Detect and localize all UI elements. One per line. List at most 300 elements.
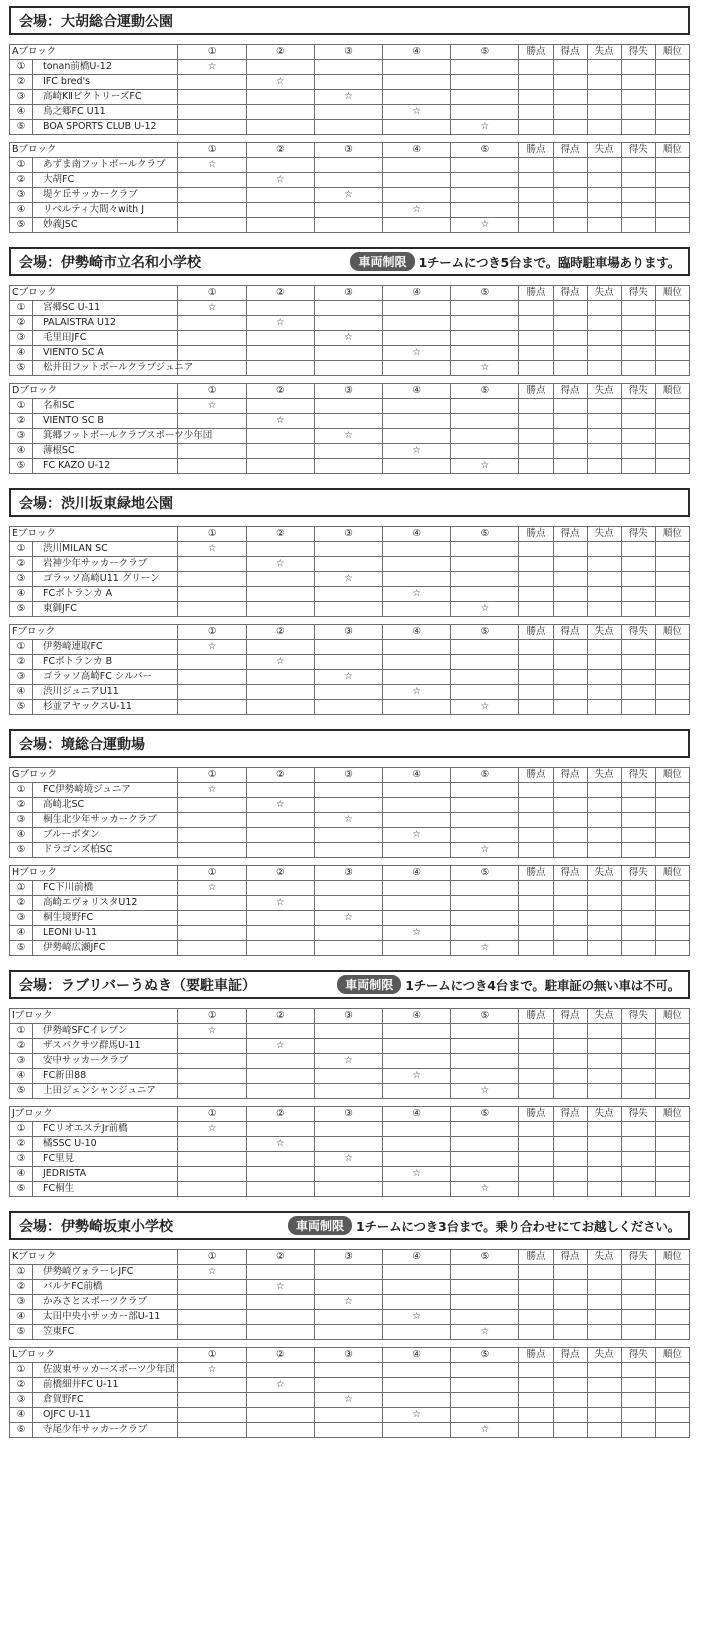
row-number: ②: [10, 1039, 33, 1053]
self-match-star: ☆: [412, 686, 421, 697]
score-cell: [451, 346, 519, 361]
stat-cell: [587, 602, 621, 617]
stat-column-header: 得点: [553, 45, 587, 60]
row-number: ②: [10, 414, 33, 428]
team-row: [10, 1069, 690, 1084]
score-cell: [246, 587, 314, 602]
stat-cell: [655, 1295, 689, 1310]
block-label: Jブロック: [10, 1107, 178, 1122]
stat-column-header: 得点: [553, 286, 587, 301]
self-match-star: ☆: [207, 1364, 217, 1375]
stat-cell: [519, 1039, 553, 1054]
row-number: ④: [10, 685, 33, 699]
score-cell: [451, 75, 519, 90]
team-row: [10, 572, 690, 587]
score-cell: [451, 188, 519, 203]
score-cell: [451, 1423, 519, 1438]
stat-cell: [587, 1122, 621, 1137]
team-row: [10, 316, 690, 331]
stat-cell: [519, 361, 553, 376]
score-cell: [246, 602, 314, 617]
score-cell: [246, 881, 314, 896]
match-column-header: ③: [314, 286, 382, 301]
score-cell: [178, 1310, 246, 1325]
team-cell: [10, 587, 178, 602]
stat-cell: [621, 414, 655, 429]
match-column-header: ④: [383, 768, 451, 783]
stat-cell: [587, 158, 621, 173]
score-cell: [178, 1137, 246, 1152]
self-match-star: ☆: [276, 656, 285, 667]
stat-cell: [587, 1378, 621, 1393]
score-cell: [246, 926, 314, 941]
match-column-header: ⑤: [451, 1348, 519, 1363]
team-name: FC下川前橋: [43, 882, 94, 893]
team-name: 高崎エヴォリスタU12: [43, 897, 138, 908]
row-number: ②: [10, 655, 33, 669]
score-cell: [178, 346, 246, 361]
stat-cell: [519, 399, 553, 414]
stat-cell: [621, 1122, 655, 1137]
score-cell: [246, 557, 314, 572]
venue-name: 会場：境総合運動場: [19, 736, 145, 753]
team-name: 松井田フットボールクラブジュニア: [43, 362, 194, 373]
self-match-star: ☆: [412, 347, 421, 358]
team-name: 渋川MILAN SC: [43, 543, 108, 554]
stat-cell: [587, 881, 621, 896]
score-cell: [451, 316, 519, 331]
stat-cell: [587, 1069, 621, 1084]
block-table: [9, 624, 690, 715]
team-cell: [10, 1182, 178, 1197]
score-cell: [383, 1137, 451, 1152]
self-match-star: ☆: [276, 1281, 285, 1292]
team-cell: [10, 813, 178, 828]
stat-cell: [621, 203, 655, 218]
score-cell: [246, 685, 314, 700]
score-cell: [246, 798, 314, 813]
block-table: [9, 865, 690, 956]
block-label: Gブロック: [10, 768, 178, 783]
self-match-star: ☆: [344, 430, 353, 441]
score-cell: [314, 399, 382, 414]
score-cell: [451, 1363, 519, 1378]
stat-cell: [553, 941, 587, 956]
score-cell: [246, 843, 314, 858]
stat-cell: [587, 798, 621, 813]
row-number: ③: [10, 429, 33, 443]
row-number: ④: [10, 1310, 33, 1324]
self-match-star: ☆: [276, 317, 285, 328]
restriction-text: 1チームにつき3台まで。乗り合わせにてお越しください。: [356, 1218, 680, 1234]
stat-cell: [587, 1265, 621, 1280]
row-number: ③: [10, 331, 33, 345]
row-number: ③: [10, 1295, 33, 1309]
stat-cell: [587, 399, 621, 414]
team-cell: [10, 459, 178, 474]
stat-cell: [519, 557, 553, 572]
team-cell: [10, 1280, 178, 1295]
score-cell: [178, 685, 246, 700]
score-cell: [451, 1152, 519, 1167]
stat-column-header: 得失: [621, 866, 655, 881]
stat-cell: [519, 685, 553, 700]
match-column-header: ④: [383, 1107, 451, 1122]
stat-cell: [655, 572, 689, 587]
match-column-header: ③: [314, 384, 382, 399]
match-column-header: ②: [246, 1009, 314, 1024]
team-cell: [10, 429, 213, 444]
stat-cell: [587, 587, 621, 602]
score-cell: [246, 361, 314, 376]
score-cell: [451, 1167, 519, 1182]
stat-cell: [553, 542, 587, 557]
stat-column-header: 得失: [621, 143, 655, 158]
score-cell: [246, 542, 314, 557]
score-cell: [178, 301, 246, 316]
match-column-header: ②: [246, 286, 314, 301]
stat-cell: [655, 1363, 689, 1378]
score-cell: [246, 60, 314, 75]
stat-cell: [553, 399, 587, 414]
team-name: 箕郷フットボールクラブスポーツ少年団: [43, 430, 213, 441]
block-header-row: [10, 1107, 690, 1122]
stat-cell: [553, 414, 587, 429]
block-table: [9, 1008, 690, 1099]
score-cell: [314, 158, 382, 173]
stat-cell: [621, 1295, 655, 1310]
stat-cell: [587, 542, 621, 557]
self-match-star: ☆: [344, 814, 353, 825]
self-match-star: ☆: [276, 897, 285, 908]
stat-cell: [553, 1393, 587, 1408]
score-cell: [246, 783, 314, 798]
score-cell: [178, 1393, 246, 1408]
stat-column-header: 順位: [655, 286, 689, 301]
score-cell: [178, 60, 246, 75]
match-column-header: ③: [314, 625, 382, 640]
stat-cell: [621, 1280, 655, 1295]
team-name: 安中サッカークラブ: [43, 1055, 129, 1066]
score-cell: [246, 1084, 314, 1099]
block-label: Cブロック: [10, 286, 178, 301]
stat-cell: [553, 1122, 587, 1137]
team-row: [10, 399, 690, 414]
stat-cell: [519, 120, 553, 135]
score-cell: [314, 700, 382, 715]
stat-cell: [553, 346, 587, 361]
self-match-star: ☆: [412, 588, 421, 599]
stat-cell: [587, 655, 621, 670]
stat-cell: [519, 1122, 553, 1137]
stat-cell: [519, 414, 553, 429]
stat-column-header: 得失: [621, 768, 655, 783]
stat-cell: [519, 542, 553, 557]
team-row: [10, 1152, 690, 1167]
stat-cell: [621, 783, 655, 798]
stat-cell: [655, 105, 689, 120]
venue-gap: [9, 1197, 689, 1211]
stat-cell: [621, 941, 655, 956]
stat-column-header: 順位: [655, 45, 689, 60]
stat-cell: [519, 301, 553, 316]
score-cell: [451, 90, 519, 105]
match-column-header: ⑤: [451, 1009, 519, 1024]
venue-gap: [9, 715, 689, 729]
score-cell: [246, 1363, 314, 1378]
block-header-row: [10, 1250, 690, 1265]
score-cell: [451, 1137, 519, 1152]
block-label: Kブロック: [10, 1250, 178, 1265]
block-header-row: [10, 768, 690, 783]
team-cell: [10, 911, 178, 926]
score-cell: [178, 602, 246, 617]
stat-column-header: 勝点: [519, 1107, 553, 1122]
team-name: ザスパクサツ群馬U-11: [43, 1040, 141, 1051]
block-gap: [9, 135, 689, 142]
stat-cell: [621, 399, 655, 414]
team-name: OJFC U-11: [43, 1409, 91, 1420]
team-name: FC桐生: [43, 1183, 75, 1194]
stat-cell: [655, 1054, 689, 1069]
stat-cell: [519, 1423, 553, 1438]
row-number: ⑤: [10, 941, 33, 955]
team-name: 桐生北少年サッカークラブ: [43, 814, 157, 825]
self-match-star: ☆: [480, 362, 490, 373]
team-row: [10, 798, 690, 813]
score-cell: [314, 843, 382, 858]
match-column-header: ④: [383, 625, 451, 640]
stat-cell: [621, 881, 655, 896]
score-cell: [383, 1054, 451, 1069]
row-number: ⑤: [10, 459, 33, 473]
stat-cell: [587, 640, 621, 655]
stat-cell: [519, 670, 553, 685]
team-cell: [10, 670, 178, 685]
stat-cell: [519, 828, 553, 843]
score-cell: [246, 1408, 314, 1423]
score-cell: [383, 1393, 451, 1408]
score-cell: [178, 316, 246, 331]
stat-cell: [655, 75, 689, 90]
team-name: FC里見: [43, 1153, 75, 1164]
block-header-row: [10, 45, 690, 60]
stat-cell: [519, 1182, 553, 1197]
score-cell: [314, 105, 382, 120]
stat-cell: [655, 1039, 689, 1054]
stat-cell: [519, 1084, 553, 1099]
team-row: [10, 602, 690, 617]
stat-cell: [621, 1310, 655, 1325]
team-name: 名和SC: [43, 400, 75, 411]
block-label: Hブロック: [10, 866, 178, 881]
stat-cell: [519, 926, 553, 941]
score-cell: [246, 1423, 314, 1438]
stat-cell: [655, 896, 689, 911]
score-cell: [451, 941, 519, 956]
score-cell: [383, 926, 451, 941]
team-cell: [10, 188, 178, 203]
restriction-text: 1チームにつき5台まで。臨時駐車場あります。: [418, 254, 680, 270]
stat-cell: [519, 459, 553, 474]
stat-column-header: 得失: [621, 625, 655, 640]
score-cell: [314, 444, 382, 459]
row-number: ③: [10, 572, 33, 586]
score-cell: [314, 1393, 382, 1408]
stat-column-header: 得失: [621, 1107, 655, 1122]
stat-cell: [519, 1152, 553, 1167]
score-cell: [314, 602, 382, 617]
row-number: ⑤: [10, 700, 33, 714]
stat-cell: [655, 798, 689, 813]
score-cell: [314, 587, 382, 602]
stat-column-header: 勝点: [519, 1250, 553, 1265]
score-cell: [314, 218, 382, 233]
stat-cell: [587, 700, 621, 715]
team-cell: [10, 1167, 178, 1182]
row-number: ①: [10, 881, 33, 895]
match-column-header: ①: [178, 1107, 246, 1122]
block-table: [9, 767, 690, 858]
score-cell: [246, 218, 314, 233]
score-cell: [383, 843, 451, 858]
stat-cell: [621, 1393, 655, 1408]
team-row: [10, 60, 690, 75]
row-number: ③: [10, 911, 33, 925]
stat-cell: [655, 587, 689, 602]
stat-cell: [553, 331, 587, 346]
row-number: ⑤: [10, 843, 33, 857]
team-cell: [10, 828, 178, 843]
match-column-header: ③: [314, 1348, 382, 1363]
team-row: [10, 828, 690, 843]
score-cell: [383, 542, 451, 557]
team-cell: [10, 926, 178, 941]
stat-column-header: 失点: [587, 527, 621, 542]
self-match-star: ☆: [480, 1183, 490, 1194]
score-cell: [451, 105, 519, 120]
stat-cell: [553, 828, 587, 843]
stat-cell: [553, 1054, 587, 1069]
stat-column-header: 得失: [621, 1009, 655, 1024]
stat-cell: [655, 828, 689, 843]
row-number: ①: [10, 1024, 33, 1038]
stat-cell: [553, 459, 587, 474]
score-cell: [383, 1122, 451, 1137]
score-cell: [246, 1182, 314, 1197]
team-name: FC伊勢崎境ジュニア: [43, 784, 131, 795]
self-match-star: ☆: [344, 1394, 353, 1405]
stat-cell: [621, 1152, 655, 1167]
self-match-star: ☆: [412, 204, 421, 215]
stat-cell: [621, 1265, 655, 1280]
stat-cell: [587, 105, 621, 120]
score-cell: [314, 941, 382, 956]
stat-cell: [621, 557, 655, 572]
row-number: ②: [10, 1378, 33, 1392]
stat-cell: [655, 60, 689, 75]
self-match-star: ☆: [480, 121, 490, 132]
score-cell: [178, 572, 246, 587]
team-cell: [10, 158, 178, 173]
stat-cell: [621, 429, 655, 444]
stat-cell: [553, 1363, 587, 1378]
row-number: ⑤: [10, 1182, 33, 1196]
stat-cell: [553, 685, 587, 700]
block-label: Dブロック: [10, 384, 178, 399]
team-name: FC KAZO U-12: [43, 460, 111, 471]
stat-cell: [587, 361, 621, 376]
block-table: [9, 44, 690, 135]
stat-cell: [621, 1363, 655, 1378]
team-name: 前橋細井FC U-11: [43, 1379, 119, 1390]
self-match-star: ☆: [276, 1379, 285, 1390]
self-match-star: ☆: [480, 701, 490, 712]
team-row: [10, 429, 690, 444]
stat-cell: [553, 587, 587, 602]
score-cell: [451, 1039, 519, 1054]
stat-cell: [587, 120, 621, 135]
match-column-header: ④: [383, 1009, 451, 1024]
score-cell: [314, 1084, 382, 1099]
stat-cell: [553, 120, 587, 135]
score-cell: [451, 587, 519, 602]
score-cell: [383, 173, 451, 188]
stat-cell: [621, 911, 655, 926]
stat-cell: [655, 670, 689, 685]
match-column-header: ②: [246, 1107, 314, 1122]
block-table: [9, 1347, 690, 1438]
stat-cell: [621, 75, 655, 90]
team-name: 佐波東サッカースポーツ少年団: [43, 1364, 175, 1375]
row-number: ⑤: [10, 1084, 33, 1098]
score-cell: [314, 361, 382, 376]
score-cell: [451, 1265, 519, 1280]
team-name: リベルティ大間々with J: [43, 204, 145, 215]
score-cell: [314, 1310, 382, 1325]
score-cell: [178, 1408, 246, 1423]
stat-cell: [587, 203, 621, 218]
row-number: ④: [10, 346, 33, 360]
match-column-header: ④: [383, 384, 451, 399]
stat-column-header: 勝点: [519, 527, 553, 542]
team-row: [10, 1423, 690, 1438]
score-cell: [246, 459, 314, 474]
row-number: ⑤: [10, 361, 33, 375]
team-row: [10, 444, 690, 459]
score-cell: [314, 316, 382, 331]
stat-cell: [655, 399, 689, 414]
match-column-header: ⑤: [451, 1250, 519, 1265]
team-cell: [10, 90, 178, 105]
stat-cell: [587, 90, 621, 105]
team-row: [10, 542, 690, 557]
stat-cell: [621, 655, 655, 670]
team-name: BOA SPORTS CLUB U-12: [43, 121, 157, 132]
team-name: 鳥之郷FC U11: [43, 106, 106, 117]
score-cell: [451, 361, 519, 376]
stat-cell: [519, 75, 553, 90]
row-number: ③: [10, 90, 33, 104]
team-name: 笠東FC: [43, 1326, 75, 1337]
stat-column-header: 得点: [553, 143, 587, 158]
team-row: [10, 881, 690, 896]
stat-cell: [621, 1054, 655, 1069]
stat-cell: [587, 783, 621, 798]
score-cell: [451, 843, 519, 858]
stat-cell: [621, 60, 655, 75]
stat-cell: [553, 1325, 587, 1340]
